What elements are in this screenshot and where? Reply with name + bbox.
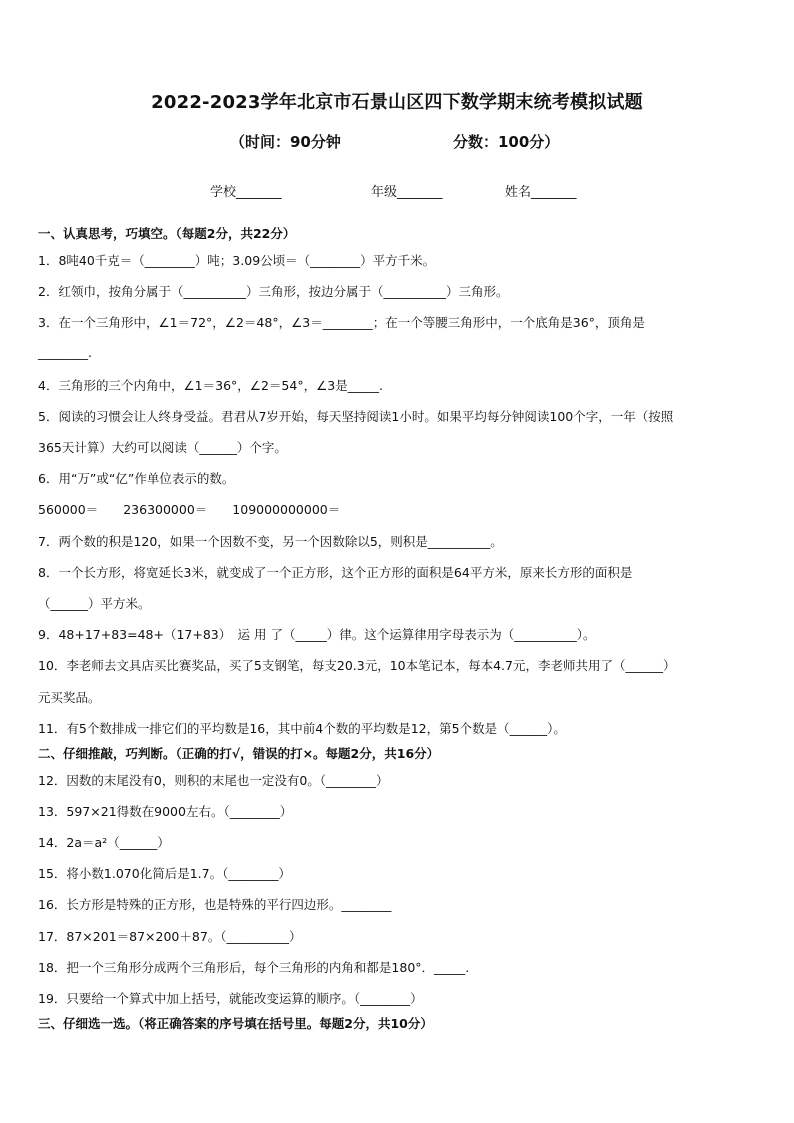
question-15: 15．将小数1.070化简后是1.7。（________） — [38, 866, 291, 881]
section-3-heading: 三、仔细选一选。（将正确答案的序号填在括号里。每题2分，共10分） — [38, 1016, 433, 1031]
exam-title: 2022-2023学年北京市石景山区四下数学期末统考模拟试题 — [151, 92, 643, 113]
question-8-cont: （______）平方米。 — [38, 596, 151, 611]
question-4: 4．三角形的三个内角中，∠1＝36°，∠2＝54°，∠3是_____. — [38, 378, 383, 393]
question-14: 14．2a＝a²（______） — [38, 835, 170, 850]
school-field: 学校_______ — [210, 185, 282, 200]
question-3: 3．在一个三角形中，∠1＝72°，∠2＝48°，∠3＝________；在一个等腰三角形中，一个底角是36°，顶角是 — [38, 315, 645, 330]
question-13: 13．597×21得数在9000左右。（________） — [38, 804, 293, 819]
question-11: 11．有5个数排成一排它们的平均数是16，其中前4个数的平均数是12，第5个数是（______）。 — [38, 721, 566, 736]
grade-field: 年级_______ — [371, 185, 443, 200]
question-7: 7．两个数的积是120，如果一个因数不变，另一个因数除以5，则积是__________。 — [38, 534, 503, 549]
question-9: 9．48+17+83=48+（17+83） 运 用 了（_____）律。这个运算律用字母表示为（__________）。 — [38, 627, 596, 642]
section-1-heading: 一、认真思考，巧填空。（每题2分，共22分） — [38, 226, 296, 241]
question-3-cont: ________. — [38, 345, 92, 360]
question-5: 5．阅读的习惯会让人终身受益。君君从7岁开始，每天坚持阅读1小时。如果平均每分钟阅读100个字，一年（按照 — [38, 409, 674, 424]
section-2-heading: 二、仔细推敲，巧判断。（正确的打√，错误的打×。每题2分，共16分） — [38, 746, 440, 761]
question-6: 6．用“万”或“亿”作单位表示的数。 — [38, 471, 235, 486]
question-6-items: 560000＝ 236300000＝ 109000000000＝ — [38, 502, 341, 517]
name-field: 姓名_______ — [505, 185, 577, 200]
exam-score: 分数：100分） — [453, 133, 560, 151]
question-1: 1．8吨40千克＝（________）吨；3.09公顷＝（________）平方千米。 — [38, 253, 436, 268]
question-18: 18．把一个三角形分成两个三角形后，每个三角形的内角和都是180°．_____. — [38, 960, 470, 975]
question-10: 10．李老师去文具店买比赛奖品，买了5支钢笔，每支20.3元，10本笔记本，每本4.7元，李老师共用了（______） — [38, 658, 676, 673]
question-5-cont: 365天计算）大约可以阅读（______）个字。 — [38, 440, 287, 455]
question-10-cont: 元买奖品。 — [38, 690, 101, 705]
exam-time: （时间：90分钟 — [230, 133, 341, 151]
question-8: 8．一个长方形，将宽延长3米，就变成了一个正方形，这个正方形的面积是64平方米，原来长方形的面积是 — [38, 565, 633, 580]
question-16: 16．长方形是特殊的正方形，也是特殊的平行四边形。________ — [38, 897, 392, 912]
question-17: 17．87×201＝87×200＋87。（__________） — [38, 929, 302, 944]
question-12: 12．因数的末尾没有0，则积的末尾也一定没有0。（________） — [38, 773, 389, 788]
question-2: 2．红领巾，按角分属于（__________）三角形，按边分属于（__________）三角形。 — [38, 284, 509, 299]
question-19: 19．只要给一个算式中加上括号，就能改变运算的顺序。（________） — [38, 991, 423, 1006]
